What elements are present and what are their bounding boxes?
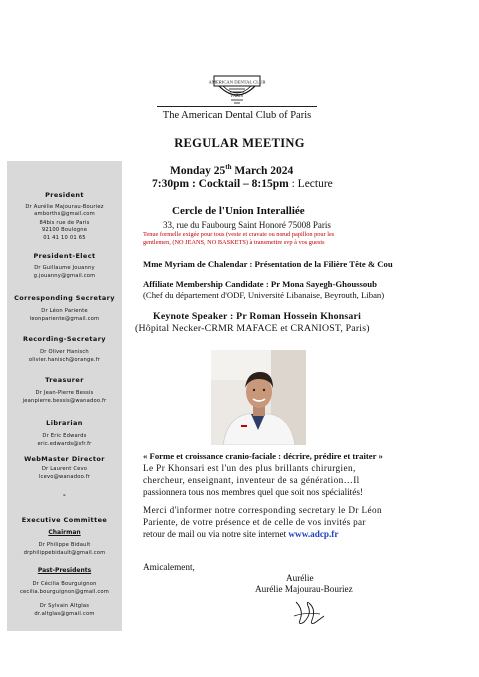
president-email: amborths@gmail.com — [34, 211, 95, 217]
treasurer-email: jeanpierre.bessis@wanadoo.fr — [22, 398, 107, 404]
officers-sidebar — [7, 161, 122, 631]
meeting-date-day: Monday 25 — [170, 164, 226, 177]
signature-first-name: Aurélie — [286, 573, 314, 583]
handwritten-signature — [290, 596, 330, 628]
meeting-date-rest: March 2024 — [231, 164, 294, 177]
president-address-2: 92100 Boulogne — [41, 227, 88, 233]
affiliate-detail: (Chef du département d'ODF, Université Libanaise, Beyrouth, Liban) — [143, 290, 385, 300]
rsvp-line-3-text: retour de mail ou via notre site internet — [143, 529, 289, 539]
chairman-name: Dr Philippe Bidault — [38, 542, 91, 548]
website-link[interactable]: www.adcp.fr — [288, 529, 339, 539]
rsvp-line-3 — [143, 529, 338, 539]
past-presidents-label: Past-Presidents — [37, 567, 92, 574]
keynote-speaker: Keynote Speaker : Pr Roman Hossein Khonsari — [153, 311, 361, 322]
past-president-2-email: dr.altglas@gmail.com — [34, 611, 95, 617]
librarian-heading: Librarian — [46, 419, 83, 427]
page-title: REGULAR MEETING — [174, 136, 305, 150]
club-name: The American Dental Club of Paris — [162, 110, 312, 121]
past-president-2-name: Dr Sylvain Altglas — [39, 603, 90, 609]
webmaster-heading: WebMaster Director — [24, 455, 105, 463]
dress-code-line-2: gentlemen, (NO JEANS, NO BASKETS) à transmettre svp à vos guests — [143, 239, 325, 246]
treasurer-heading: Treasurer — [45, 376, 84, 384]
president-address-1: 84bis rue de Paris — [39, 220, 90, 226]
president-heading: President — [45, 191, 84, 199]
president-elect-name: Dr Guillaume Jouanny — [34, 265, 95, 271]
webmaster-name: Dr Laurent Cevo — [41, 466, 88, 472]
lecture-title: « Forme et croissance cranio-faciale : décrire, prédire et traiter » — [143, 451, 383, 461]
meeting-date — [170, 163, 293, 177]
lecture-label: : Lecture — [288, 178, 333, 190]
intro-line-3: passionnera tous nos membres quel que soit nos spécialités! — [143, 487, 363, 497]
recording-secretary-email: olivier.hanisch@orange.fr — [28, 357, 101, 363]
closing: Amicalement, — [143, 562, 195, 572]
logo-banner-text: AMERICAN DENTAL CLUB — [208, 79, 266, 85]
executive-committee-heading: Executive Committee — [21, 516, 108, 524]
logo-place-text: PARIS — [230, 93, 244, 98]
past-president-1-name: Dr Cécilia Bourguignon — [32, 581, 97, 587]
president-elect-heading: President-Elect — [33, 252, 96, 260]
chairman-label: Chairman — [48, 529, 81, 536]
corresponding-secretary-heading: Corresponding Secretary — [14, 294, 115, 302]
dress-code-line-1: Tenue formelle exigée pour tous (veste et cravate ou nœud papillon pour les — [143, 231, 335, 238]
venue-name: Cercle de l'Union Interalliée — [172, 205, 305, 217]
treasurer-name: Dr Jean-Pierre Bessis — [35, 390, 94, 396]
past-president-1-email: cecilia.bourguignon@gmail.com — [19, 589, 110, 595]
president-elect-email: g.jouanny@gmail.com — [33, 273, 96, 279]
cocktail-time: 7:30pm — [152, 178, 190, 190]
president-name: Dr Aurélie Majourau-Bouriez — [25, 204, 104, 210]
recording-secretary-name: Dr Oliver Hanisch — [40, 349, 89, 355]
meeting-date-suffix: th — [225, 163, 232, 171]
lecture-time: 8:15pm — [251, 178, 289, 190]
librarian-email: eric.edwards@sfr.fr — [37, 441, 92, 447]
corresponding-secretary-email: leonpariente@gmail.com — [29, 316, 100, 322]
keynote-detail: (Hôpital Necker-CRMR MAFACE et CRANIOST, Paris) — [135, 323, 370, 334]
rsvp-line-2: Pariente, de votre présence et de celle de vos invités par — [143, 517, 366, 527]
chairman-email: drphilippebidault@gmail.com — [23, 550, 106, 556]
sidebar-separator: - — [62, 491, 67, 499]
recording-secretary-heading: Recording-Secretary — [23, 335, 106, 343]
librarian-name: Dr Eric Edwards — [42, 433, 87, 439]
meeting-schedule — [152, 178, 333, 190]
cocktail-label: : Cocktail – — [189, 178, 252, 190]
intro-line-2: chercheur, enseignant, inventeur de sa génération…Il — [143, 475, 360, 485]
president-phone: 01 41 10 01 65 — [43, 235, 86, 241]
signature-full-name: Aurélie Majourau-Bouriez — [255, 584, 353, 594]
intro-line-1: Le Pr Khonsari est l'un des plus brillants chirurgien, — [143, 463, 356, 473]
crest-icon — [157, 70, 317, 106]
club-logo — [157, 70, 317, 125]
affiliate-candidate: Affiliate Membership Candidate : Pr Mona Sayegh-Ghoussoub — [143, 279, 377, 289]
presentation-line: Mme Myriam de Chalendar : Présentation de la Filière Tête & Cou — [143, 259, 393, 269]
logo-rule — [157, 106, 317, 107]
corresponding-secretary-name: Dr Léon Pariente — [41, 308, 88, 314]
speaker-photo — [211, 350, 306, 445]
venue-address: 33, rue du Faubourg Saint Honoré 75008 Paris — [163, 220, 331, 230]
webmaster-email: lcevo@wanadoo.fr — [38, 474, 91, 480]
speaker-portrait-icon — [211, 350, 306, 445]
rsvp-line-1: Merci d'informer notre corresponding secretary le Dr Léon — [143, 505, 382, 515]
